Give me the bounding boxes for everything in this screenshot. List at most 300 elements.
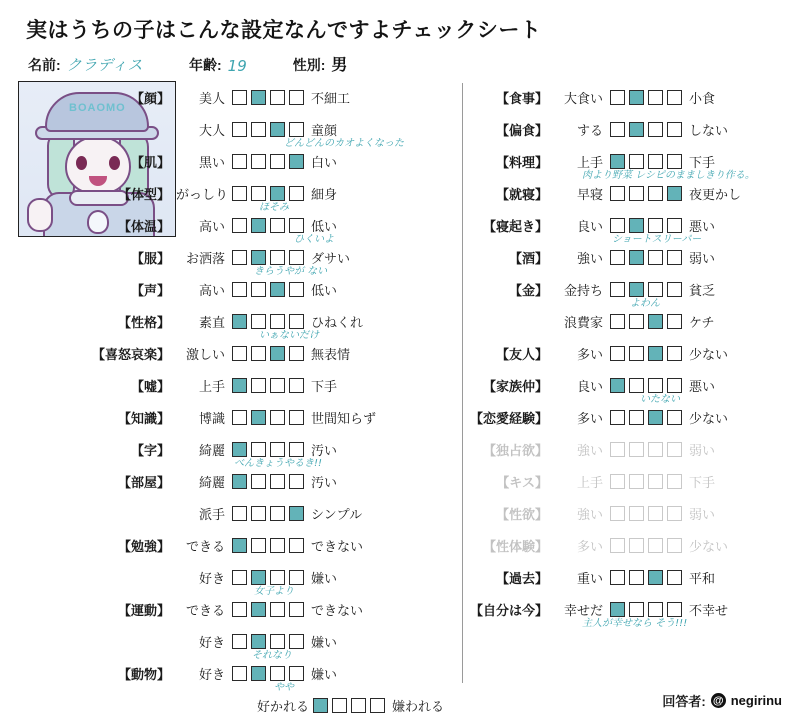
- checkbox[interactable]: [629, 602, 644, 617]
- checkbox[interactable]: [251, 474, 266, 489]
- row-category: 【家族仲】: [482, 378, 548, 394]
- checkbox[interactable]: [232, 90, 247, 105]
- checklist-row: [84, 657, 444, 693]
- handwritten-note: ショートスリーパー: [612, 234, 702, 245]
- row-right-label: 下手: [689, 474, 716, 490]
- checkbox[interactable]: [270, 442, 285, 457]
- checklist-row: [462, 561, 762, 593]
- checkbox[interactable]: [289, 122, 304, 137]
- checkbox[interactable]: [251, 314, 266, 329]
- checklist-column-right: [462, 81, 762, 720]
- row-right-label: ケチ: [689, 314, 715, 330]
- checkbox[interactable]: [251, 506, 266, 521]
- checkbox[interactable]: [232, 346, 247, 361]
- name-value: クラディス: [66, 56, 143, 74]
- row-left-label: 多い: [576, 410, 603, 426]
- checkbox[interactable]: [289, 602, 304, 617]
- checkbox[interactable]: [270, 218, 285, 233]
- row-category: 【友人】: [495, 346, 548, 362]
- checkbox[interactable]: [648, 282, 663, 297]
- row-left-label: 好き: [198, 634, 225, 650]
- checklist-row: [462, 305, 762, 337]
- checkbox[interactable]: [232, 570, 247, 585]
- row-left-label: 綺麗: [198, 474, 225, 490]
- checkbox[interactable]: [610, 122, 625, 137]
- row-category: 【食事】: [495, 90, 548, 106]
- row-right-label: 嫌われる: [391, 698, 444, 714]
- checklist-row: [84, 561, 444, 597]
- checkbox-checked[interactable]: [251, 250, 266, 265]
- checkbox[interactable]: [667, 602, 682, 617]
- row-left-label: 好かれる: [256, 698, 309, 714]
- checkbox[interactable]: [610, 570, 625, 585]
- row-right-label: しない: [689, 122, 729, 138]
- checkbox-checked[interactable]: [289, 154, 304, 169]
- row-category: 【声】: [130, 282, 170, 298]
- row-right-label: 下手: [689, 154, 716, 170]
- row-category: 【肌】: [130, 154, 170, 170]
- row-category: 【酒】: [508, 250, 548, 266]
- checkbox[interactable]: [289, 90, 304, 105]
- checkbox[interactable]: [629, 506, 644, 521]
- checkbox-checked[interactable]: [610, 154, 625, 169]
- checkbox-checked[interactable]: [629, 250, 644, 265]
- checkbox-checked[interactable]: [251, 570, 266, 585]
- checkbox-checked[interactable]: [270, 122, 285, 137]
- handwritten-note: 主人が幸せなら そう!!!: [582, 618, 688, 629]
- handwritten-note: ひくいよ: [294, 234, 334, 245]
- row-right-label: できない: [311, 602, 364, 618]
- checkbox[interactable]: [270, 570, 285, 585]
- checkbox-checked[interactable]: [232, 474, 247, 489]
- peace-hand: [27, 198, 53, 232]
- checkbox[interactable]: [610, 186, 625, 201]
- row-left-label: 早寝: [576, 186, 603, 202]
- checkbox[interactable]: [289, 474, 304, 489]
- row-right-label: 汚い: [311, 442, 338, 458]
- checkbox[interactable]: [667, 442, 682, 457]
- row-left-label: 良い: [576, 378, 603, 394]
- checklist-row: [84, 177, 444, 213]
- checkbox-checked[interactable]: [648, 346, 663, 361]
- row-left-label: 博識: [198, 410, 225, 426]
- checkbox[interactable]: [610, 506, 625, 521]
- checkbox-checked[interactable]: [667, 186, 682, 201]
- checklist-row: [210, 689, 444, 720]
- checkbox[interactable]: [648, 378, 663, 393]
- row-left-label: がっしり: [176, 186, 229, 202]
- checkbox[interactable]: [289, 410, 304, 425]
- checklist-row: [462, 497, 762, 529]
- checkbox-group: [232, 90, 304, 105]
- checklist-grid: [84, 81, 786, 720]
- checklist-row: [84, 465, 444, 497]
- checkbox[interactable]: [251, 122, 266, 137]
- checkbox[interactable]: [610, 90, 625, 105]
- checkbox[interactable]: [232, 250, 247, 265]
- checkbox-checked[interactable]: [629, 282, 644, 297]
- checkbox-checked[interactable]: [251, 666, 266, 681]
- checkbox[interactable]: [667, 122, 682, 137]
- checkbox[interactable]: [289, 570, 304, 585]
- checkbox[interactable]: [270, 666, 285, 681]
- row-category: 【勉強】: [117, 538, 170, 554]
- checkbox-group: [610, 602, 682, 617]
- checkbox-group: [610, 250, 682, 265]
- checkbox-group: [232, 186, 304, 201]
- row-left-label: する: [576, 122, 603, 138]
- row-category: 【嘘】: [130, 378, 170, 394]
- checkbox-group: [610, 282, 682, 297]
- checkbox-group: [313, 698, 385, 713]
- row-category: 【偏食】: [495, 122, 548, 138]
- row-right-label: 少ない: [689, 346, 729, 362]
- row-right-label: 悪い: [689, 218, 716, 234]
- checkbox[interactable]: [648, 538, 663, 553]
- row-right-label: 不幸せ: [689, 602, 729, 618]
- checkbox-checked[interactable]: [289, 506, 304, 521]
- handwritten-note: どんどんのカオよくなった: [284, 138, 404, 149]
- checkbox[interactable]: [648, 602, 663, 617]
- row-left-label: 強い: [576, 442, 603, 458]
- checkbox[interactable]: [629, 378, 644, 393]
- row-left-label: 強い: [576, 250, 603, 266]
- checkbox[interactable]: [289, 218, 304, 233]
- checkbox[interactable]: [232, 154, 247, 169]
- row-category: 【過去】: [495, 570, 548, 586]
- checkbox-checked[interactable]: [251, 218, 266, 233]
- checkbox[interactable]: [629, 314, 644, 329]
- row-right-label: 夜更かし: [689, 186, 742, 202]
- checklist-row: [84, 273, 444, 305]
- checkbox[interactable]: [629, 538, 644, 553]
- checkbox[interactable]: [232, 282, 247, 297]
- answerer-credit: [662, 691, 782, 710]
- checkbox-group: [610, 314, 682, 329]
- checkbox[interactable]: [629, 154, 644, 169]
- name-label: 名前:: [28, 57, 61, 73]
- checkbox[interactable]: [629, 442, 644, 457]
- checklist-row: [462, 145, 762, 181]
- row-category: 【性欲】: [495, 506, 548, 522]
- checkbox-group: [610, 218, 682, 233]
- checkbox[interactable]: [270, 154, 285, 169]
- checkbox[interactable]: [610, 346, 625, 361]
- checkbox[interactable]: [667, 410, 682, 425]
- checkbox[interactable]: [610, 410, 625, 425]
- handwritten-note: 女子より: [254, 586, 294, 597]
- row-category: 【動物】: [117, 666, 170, 682]
- row-right-label: 無表情: [311, 346, 351, 362]
- checkbox[interactable]: [667, 538, 682, 553]
- handwritten-note: ほそみ: [259, 202, 289, 213]
- checkbox[interactable]: [610, 218, 625, 233]
- checkbox-checked[interactable]: [232, 378, 247, 393]
- row-left-label: 好き: [198, 570, 225, 586]
- checkbox[interactable]: [289, 378, 304, 393]
- checkbox-group: [232, 602, 304, 617]
- checkbox-group: [232, 410, 304, 425]
- row-left-label: 金持ち: [563, 282, 603, 298]
- handwritten-note: いたない: [640, 394, 680, 405]
- checkbox[interactable]: [251, 442, 266, 457]
- row-left-label: 浪費家: [563, 314, 603, 330]
- checkbox[interactable]: [270, 314, 285, 329]
- checkbox[interactable]: [648, 506, 663, 521]
- checkbox-checked[interactable]: [232, 314, 247, 329]
- checkbox-checked[interactable]: [251, 634, 266, 649]
- checkbox[interactable]: [610, 538, 625, 553]
- checkbox-group: [610, 90, 682, 105]
- row-right-label: 弱い: [689, 506, 716, 522]
- row-left-label: 上手: [576, 154, 603, 170]
- row-category: 【金】: [508, 282, 548, 298]
- checklist-row: [84, 145, 444, 177]
- row-right-label: 小食: [689, 90, 716, 106]
- checkbox-group: [232, 346, 304, 361]
- checkbox[interactable]: [351, 698, 366, 713]
- row-category: 【独占欲】: [482, 442, 548, 458]
- row-right-label: 汚い: [311, 474, 338, 490]
- checkbox[interactable]: [270, 474, 285, 489]
- checkbox-checked[interactable]: [270, 282, 285, 297]
- handwritten-note: 肉より野菜 レシピのまましきり作る。: [582, 170, 755, 181]
- checkbox[interactable]: [289, 314, 304, 329]
- checklist-column-left: [84, 81, 444, 720]
- checkbox-checked[interactable]: [270, 346, 285, 361]
- checklist-row: [462, 401, 762, 433]
- checkbox-checked[interactable]: [232, 538, 247, 553]
- checkbox-checked[interactable]: [251, 410, 266, 425]
- row-right-label: 不細工: [311, 90, 351, 106]
- checkbox-checked[interactable]: [648, 570, 663, 585]
- handwritten-note: それなり: [252, 650, 292, 661]
- checkbox[interactable]: [667, 346, 682, 361]
- row-category: 【字】: [130, 442, 170, 458]
- row-category: 【恋愛経験】: [469, 410, 548, 426]
- checkbox-group: [232, 282, 304, 297]
- checkbox-group: [232, 474, 304, 489]
- row-left-label: 大人: [198, 122, 225, 138]
- checkbox-checked[interactable]: [610, 602, 625, 617]
- row-left-label: 上手: [198, 378, 225, 394]
- row-right-label: 弱い: [689, 442, 716, 458]
- row-category: 【体型】: [117, 186, 170, 202]
- checkbox[interactable]: [232, 218, 247, 233]
- row-right-label: 白い: [311, 154, 338, 170]
- checklist-row: [84, 113, 444, 149]
- row-category: 【自分は今】: [469, 602, 548, 618]
- checkbox[interactable]: [251, 538, 266, 553]
- row-left-label: 高い: [198, 282, 225, 298]
- checkbox[interactable]: [648, 474, 663, 489]
- row-category: 【就寝】: [495, 186, 548, 202]
- row-left-label: お洒落: [185, 250, 225, 266]
- checkbox-group: [232, 538, 304, 553]
- checkbox[interactable]: [667, 314, 682, 329]
- checkbox[interactable]: [667, 282, 682, 297]
- checkbox[interactable]: [370, 698, 385, 713]
- checkbox[interactable]: [629, 410, 644, 425]
- checkbox-group: [610, 538, 682, 553]
- sex-value: 男: [331, 57, 348, 74]
- checkbox[interactable]: [648, 250, 663, 265]
- checkbox[interactable]: [610, 442, 625, 457]
- checkbox[interactable]: [251, 346, 266, 361]
- checkbox[interactable]: [610, 250, 625, 265]
- checkbox-checked[interactable]: [629, 122, 644, 137]
- checkbox-group: [610, 442, 682, 457]
- checkbox[interactable]: [289, 634, 304, 649]
- checkbox-group: [232, 570, 304, 585]
- checkbox[interactable]: [289, 538, 304, 553]
- checklist-row: [462, 433, 762, 465]
- row-right-label: できない: [311, 538, 364, 554]
- checkbox-group: [610, 346, 682, 361]
- checkbox[interactable]: [610, 314, 625, 329]
- row-category: 【性体験】: [482, 538, 548, 554]
- checkbox-checked[interactable]: [251, 602, 266, 617]
- checkbox[interactable]: [648, 186, 663, 201]
- checkbox[interactable]: [289, 186, 304, 201]
- row-left-label: 重い: [576, 570, 603, 586]
- checkbox[interactable]: [629, 570, 644, 585]
- checkbox[interactable]: [648, 442, 663, 457]
- checkbox[interactable]: [289, 666, 304, 681]
- row-left-label: 多い: [576, 538, 603, 554]
- checkbox[interactable]: [270, 634, 285, 649]
- checkbox[interactable]: [289, 250, 304, 265]
- row-category: 【部屋】: [117, 474, 170, 490]
- row-left-label: 多い: [576, 346, 603, 362]
- checkbox[interactable]: [289, 346, 304, 361]
- checkbox[interactable]: [629, 474, 644, 489]
- checkbox[interactable]: [648, 154, 663, 169]
- checkbox[interactable]: [667, 90, 682, 105]
- checkbox[interactable]: [251, 282, 266, 297]
- checkbox[interactable]: [270, 90, 285, 105]
- checkbox-checked[interactable]: [610, 378, 625, 393]
- checkbox[interactable]: [232, 186, 247, 201]
- checkbox[interactable]: [232, 506, 247, 521]
- checklist-row: [84, 81, 444, 113]
- row-category: 【料理】: [495, 154, 548, 170]
- checkbox[interactable]: [648, 218, 663, 233]
- checkbox[interactable]: [648, 90, 663, 105]
- checkbox[interactable]: [667, 218, 682, 233]
- checkbox[interactable]: [270, 250, 285, 265]
- checkbox[interactable]: [270, 506, 285, 521]
- checkbox-checked[interactable]: [648, 410, 663, 425]
- checkbox[interactable]: [270, 602, 285, 617]
- checkbox[interactable]: [610, 282, 625, 297]
- checkbox[interactable]: [667, 506, 682, 521]
- checkbox[interactable]: [667, 570, 682, 585]
- checkbox-group: [610, 474, 682, 489]
- checklist-row: [462, 593, 762, 629]
- checkbox[interactable]: [232, 666, 247, 681]
- checkbox-group: [232, 506, 304, 521]
- checkbox[interactable]: [667, 378, 682, 393]
- checkbox[interactable]: [251, 154, 266, 169]
- checkbox[interactable]: [648, 122, 663, 137]
- checkbox[interactable]: [232, 122, 247, 137]
- checkbox[interactable]: [629, 186, 644, 201]
- age-value: 19: [227, 57, 247, 75]
- checklist-row: [462, 81, 762, 113]
- checklist-row: [462, 177, 762, 209]
- checkbox[interactable]: [289, 282, 304, 297]
- row-left-label: 派手: [198, 506, 225, 522]
- row-category: 【体温】: [117, 218, 170, 234]
- checkbox-checked[interactable]: [232, 442, 247, 457]
- checkbox[interactable]: [332, 698, 347, 713]
- checkbox[interactable]: [270, 378, 285, 393]
- checkbox[interactable]: [270, 538, 285, 553]
- age-label: 年齢:: [188, 57, 222, 73]
- row-category: 【喜怒哀楽】: [91, 346, 170, 362]
- handwritten-note: やや: [274, 682, 294, 693]
- checkbox[interactable]: [667, 154, 682, 169]
- checkbox[interactable]: [270, 410, 285, 425]
- row-right-label: 世間知らず: [311, 410, 377, 426]
- handwritten-note: きらうやが ない: [254, 266, 328, 277]
- page-title: 実はうちの子はこんな設定なんですよチェックシート: [26, 19, 542, 42]
- portrait-column: [14, 81, 126, 720]
- answerer-handle: negirinu: [730, 693, 782, 708]
- checkbox[interactable]: [667, 250, 682, 265]
- checkbox[interactable]: [251, 378, 266, 393]
- checklist-row: [462, 529, 762, 561]
- row-right-label: 少ない: [689, 538, 729, 554]
- checkbox-checked[interactable]: [629, 90, 644, 105]
- checkbox-group: [232, 314, 304, 329]
- checkbox-checked[interactable]: [648, 314, 663, 329]
- row-category: 【寝起き】: [482, 218, 548, 234]
- row-category: 【運動】: [117, 602, 170, 618]
- row-right-label: 低い: [311, 218, 338, 234]
- checkbox[interactable]: [251, 186, 266, 201]
- row-left-label: 好き: [198, 666, 225, 682]
- checkbox-group: [610, 122, 682, 137]
- row-left-label: 強い: [576, 506, 603, 522]
- row-right-label: 少ない: [689, 410, 729, 426]
- checkbox[interactable]: [667, 474, 682, 489]
- checkbox[interactable]: [232, 410, 247, 425]
- checkbox-group: [232, 442, 304, 457]
- checkbox-group: [610, 570, 682, 585]
- checklist-row: [84, 369, 444, 401]
- checklist-row: [462, 241, 762, 273]
- checkbox[interactable]: [629, 346, 644, 361]
- row-left-label: 激しい: [185, 346, 225, 362]
- sheet-body: [14, 81, 786, 720]
- checklist-row: [84, 529, 444, 561]
- checkbox[interactable]: [610, 474, 625, 489]
- row-right-label: 低い: [311, 282, 338, 298]
- checkbox[interactable]: [232, 602, 247, 617]
- checkbox[interactable]: [289, 442, 304, 457]
- handwritten-note: べんきょうやるき!!: [234, 458, 323, 469]
- checkbox-checked[interactable]: [251, 90, 266, 105]
- checkbox-group: [232, 218, 304, 233]
- checkbox-checked[interactable]: [270, 186, 285, 201]
- checkbox-checked[interactable]: [313, 698, 328, 713]
- checkbox-checked[interactable]: [629, 218, 644, 233]
- checklist-row: [84, 337, 444, 369]
- checkbox[interactable]: [232, 634, 247, 649]
- row-right-label: 平和: [689, 570, 716, 586]
